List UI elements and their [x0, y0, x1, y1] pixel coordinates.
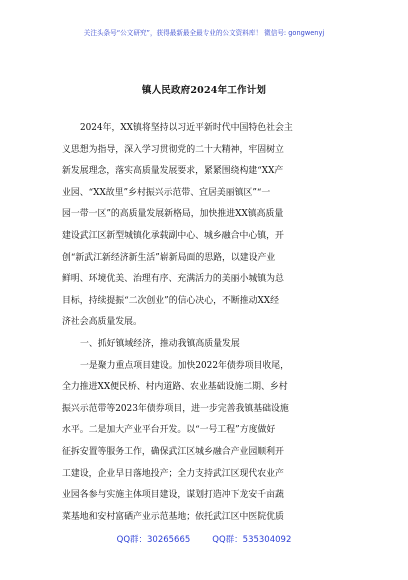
body-line: 新发展理念，落实高质量发展要求，紧紧围绕构建“XX产: [62, 166, 284, 177]
body-line: 振兴示范带等2023年债券项目，进一步完善我镇基础设施: [62, 403, 289, 414]
body-line: 一是聚力重点项目建设。加快2022年债券项目收尾，: [80, 360, 289, 371]
footer-qq-1: QQ群：30265665: [116, 535, 191, 545]
body-line: 济社会高质量发展。: [62, 317, 142, 328]
body-line: 水平。二是加大产业平台开发。以“一号工程”方度做好: [62, 425, 276, 436]
body-line: 鲜明、环境优美、治理有序、充满活力的美丽小城镇为总: [62, 274, 284, 285]
body-line: 业园各参与实施主体项目建设，谋划打造冲下龙安千亩蔬: [62, 490, 284, 501]
body-line: 建设武江区新型城镇化承载副中心、城乡融合中心镇，开: [62, 230, 284, 241]
body-line: 菜基地和安村富硒产业示范基地；依托武江区中医院优质: [62, 511, 284, 522]
body-line: 征拆安置等服务工作，确保武江区城乡融合产业园顺利开: [62, 446, 284, 457]
body-line: 创“新武江新经济新生活”崭新局面的思路，以建设产业: [62, 252, 276, 263]
body-line: 园一带一区”的高质量发展新格局，加快推进XX镇高质量: [62, 209, 284, 220]
footer-qq-2: QQ群：535304092: [212, 535, 292, 545]
body-line: 业园、“XX故里”乡村振兴示范带、宜居美丽镇区”“一: [62, 187, 271, 198]
footer-qq-groups: [0, 533, 408, 545]
section-heading: 一、抓好镇域经济，推动我镇高质量发展: [80, 338, 240, 349]
body-line: 工建设，企业早日落地投产；全力支持武江区现代农业产: [62, 468, 284, 479]
body-line: 目标，持续提振“二次创业”的信心决心，不断推动XX经: [62, 295, 279, 306]
body-line: 全力推进XX便民桥、村内道路、农业基础设施二期、乡村: [62, 382, 288, 393]
body-line: 2024年，XX镇将坚持以习近平新时代中国特色社会主: [80, 123, 293, 133]
document-body: [62, 118, 350, 528]
document-title: 镇人民政府2024年工作计划: [141, 85, 267, 96]
body-line: 义思想为指导，深入学习贯彻党的二十大精神，牢固树立: [62, 144, 284, 155]
top-banner: 关注头条号“公文研究”，获得最新最全最专业的公文资料库！ 微信号: gongwenyj: [83, 29, 325, 37]
